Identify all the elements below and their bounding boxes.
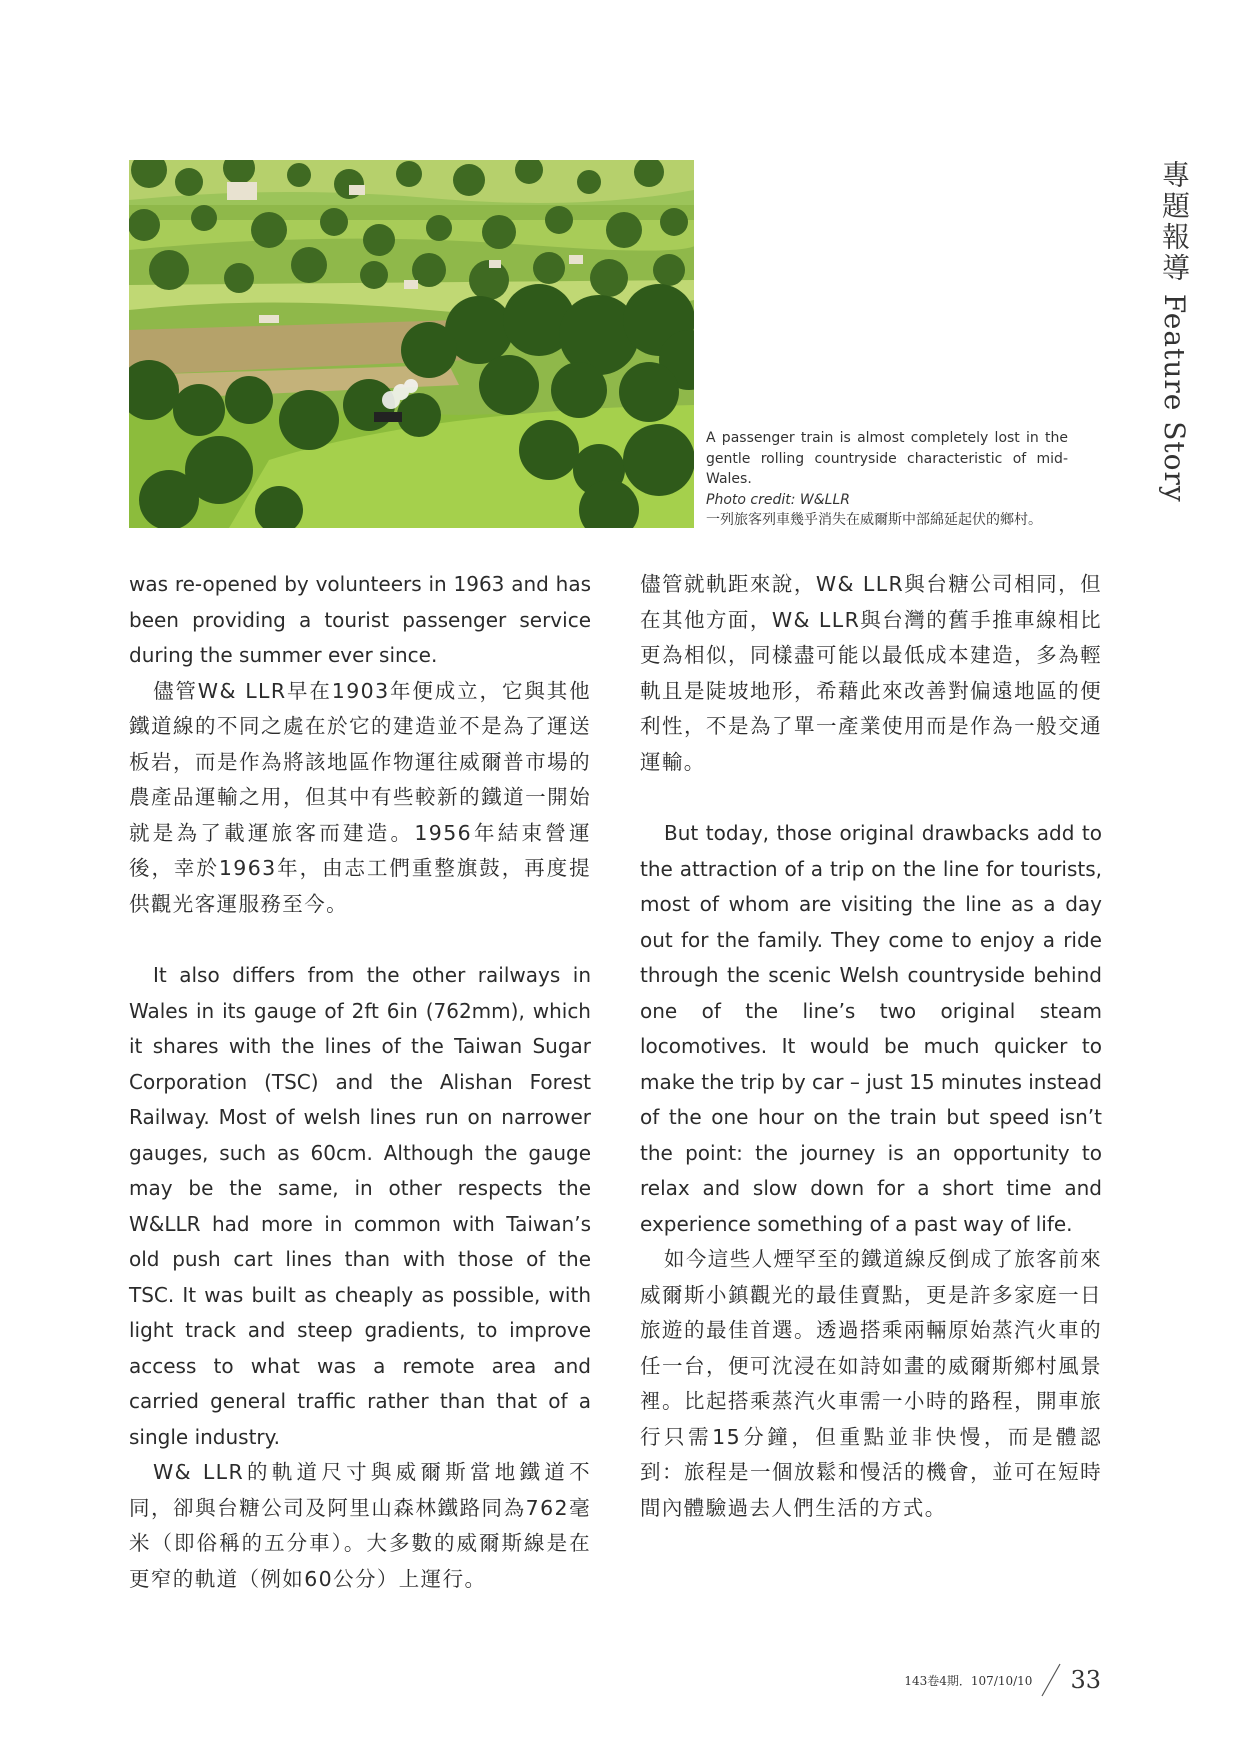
- paragraph-zh: 儘管就軌距來說，W& LLR與台糖公司相同，但在其他方面，W& LLR與台灣的舊手推車線相比更為相似，同樣盡可能以最低成本建造，多為輕軌且是陡坡地形，希藉此來改善對偏遠地區的便利性，不是為了單一產業使用而是作為一般交通運輸。: [640, 572, 1102, 774]
- paragraph-spacer: [129, 922, 591, 958]
- section-title: [1150, 160, 1194, 503]
- paragraph-en: But today, those original drawbacks add to the attraction of a trip on the line for tourists, most of whom are visiting the line as a day out for the family. They come to enjoy a ride through the scenic Welsh countryside behind one of the line’s two original steam locomotives. It would be much quicker to make the trip by car – just 15 minutes instead of the one hour on the train but speed isn’t the point: the journey is an opportunity to relax and slow down for a short time and experience something of a past way of life.: [640, 821, 1102, 1236]
- countryside-train-photo: [129, 160, 694, 528]
- paragraph-spacer: [640, 780, 1102, 816]
- left-column: [129, 567, 591, 1597]
- paragraph-zh: 儘管W& LLR早在1903年便成立，它與其他鐵道線的不同之處在於它的建造並不是為了運送板岩，而是作為將該地區作物運往威爾普市場的農產品運輸之用，但其中有些較新的鐵道一開始就是為了載運旅客而建造。1956年結束營運後，幸於1963年，由志工們重整旗鼓，再度提供觀光客運服務至今。: [129, 678, 591, 916]
- paragraph-zh: W& LLR的軌道尺寸與威爾斯當地鐵道不同，卻與台糖公司及阿里山森林鐵路同為762毫米（即俗稱的五分車）。大多數的威爾斯線是在更窄的軌道（例如60公分）上運行。: [129, 1460, 591, 1591]
- photo-credit: Photo credit: W&LLR: [706, 491, 850, 508]
- page-footer: [904, 1660, 1101, 1700]
- paragraph-en: was re-opened by volunteers in 1963 and has been providing a tourist passenger service during the summer ever since.: [129, 572, 591, 667]
- issue-info: 143卷4期．107/10/10: [904, 1673, 1033, 1688]
- paragraph-zh: 如今這些人煙罕至的鐵道線反倒成了旅客前來威爾斯小鎮觀光的最佳賣點，更是許多家庭一日旅遊的最佳首選。透過搭乘兩輛原始蒸汽火車的任一台，便可沈浸在如詩如畫的威爾斯鄉村風景裡。比起搭乘蒸汽火車需一小時的路程，開車旅行只需15分鐘，但重點並非快慢，而是體認到：旅程是一個放鬆和慢活的機會，並可在短時間內體驗過去人們生活的方式。: [640, 1247, 1102, 1520]
- slash-divider-icon: [1040, 1663, 1062, 1697]
- photo-caption: [706, 428, 1068, 531]
- page-number: 33: [1070, 1666, 1101, 1694]
- caption-english: A passenger train is almost completely lost in the gentle rolling countryside characteristic of mid-Wales.: [706, 430, 1068, 487]
- section-title-chinese: 專題報導: [1158, 160, 1191, 284]
- caption-chinese: 一列旅客列車幾乎消失在威爾斯中部綿延起伏的鄉村。: [706, 512, 1042, 528]
- paragraph-en: It also differs from the other railways in Wales in its gauge of 2ft 6in (762mm), which it shares with the lines of the Taiwan Sugar Corporation (TSC) and the Alishan Forest Railway. Most of welsh lines run on narrower gauges, such as 60cm. Although the gauge may be the same, in other respects the W&LLR had more in common with Taiwan’s old push cart lines than with those of the TSC. It was built as cheaply as possible, with light track and steep gradients, to improve access to what was a remote area and carried general traffic rather than that of a single industry.: [129, 963, 591, 1449]
- right-column: [640, 567, 1102, 1526]
- section-title-english: Feature Story: [1158, 293, 1191, 503]
- landscape-illustration: [129, 160, 694, 528]
